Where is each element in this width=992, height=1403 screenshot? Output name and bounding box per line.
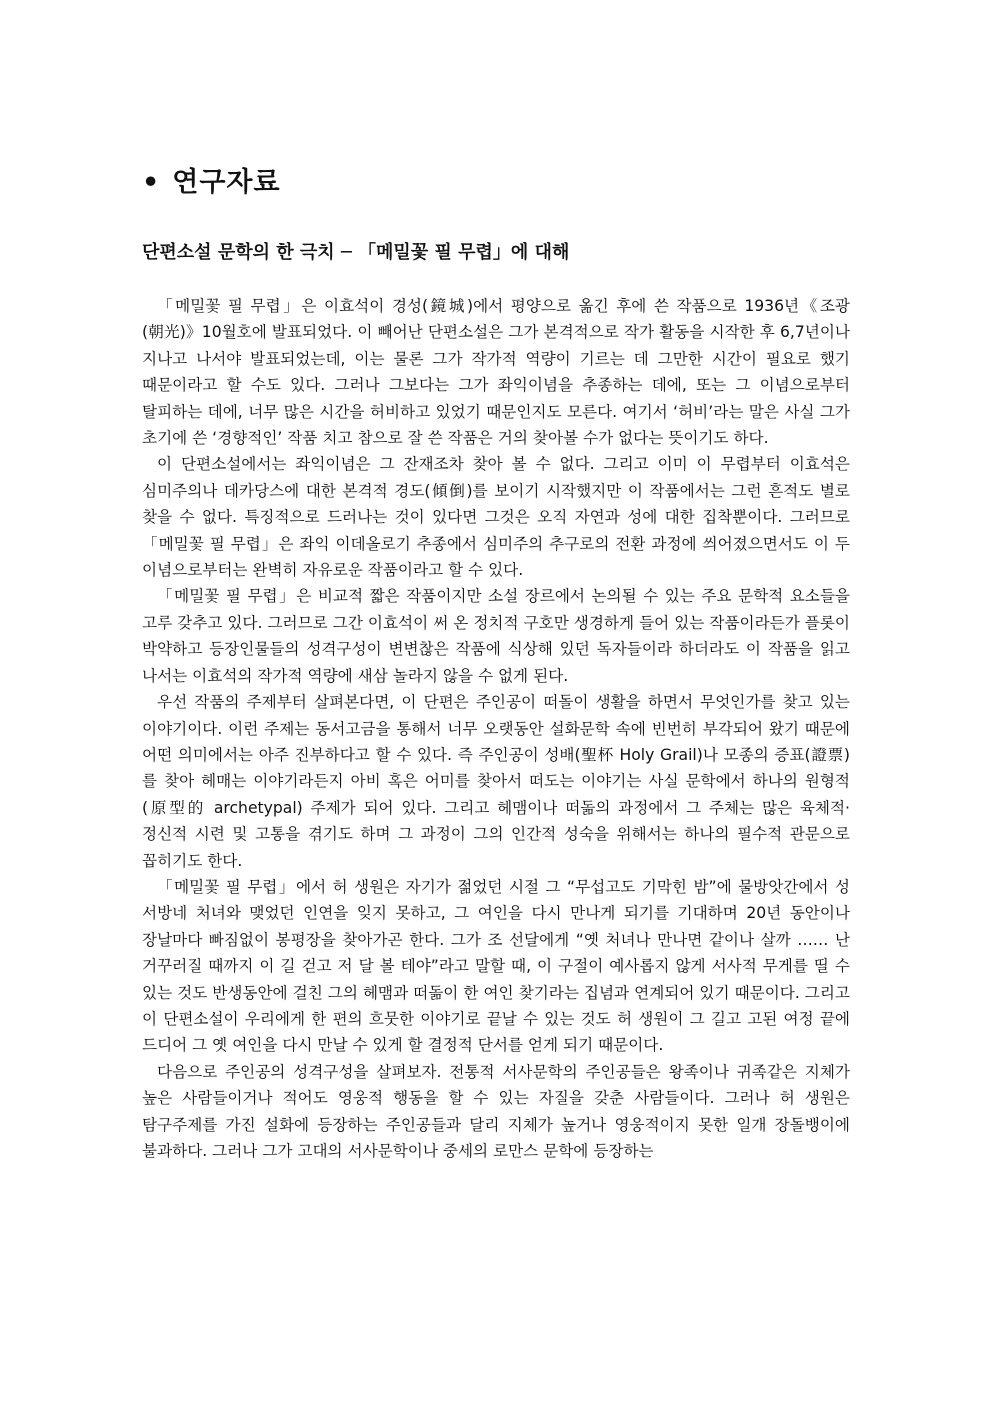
section-heading-text: 연구자료: [172, 167, 281, 198]
paragraph: 우선 작품의 주제부터 살펴본다면, 이 단편은 주인공이 떠돌이 생활을 하면서 무엇인가를 찾고 있는 이야기이다. 이런 주제는 동서고금을 통해서 너무 오랫동안 설화문학 속에 빈번히 부각되어 왔기 때문에 어떤 의미에서는 아주 진부하다고 할 수 있다. 즉 주인공이 성배(聖杯 Holy Grail)나 모종의 증표(證票)를 찾아 헤매는 이야기라든지 아비 혹은 어미를 찾아서 떠도는 이야기는 사실 문학에서 하나의 원형적(原型的 archetypal) 주제가 되어 있다. 그리고 헤맴이나 떠돎의 과정에서 그 주체는 많은 육체적·정신적 시련 및 고통을 겪기도 하며 그 과정이 그의 인간적 성숙을 위해서는 하나의 필수적 관문으로 꼽히기도 한다.: [142, 693, 850, 870]
paragraph: 다음으로 주인공의 성격구성을 살펴보자. 전통적 서사문학의 주인공들은 왕족이나 귀족같은 지체가 높은 사람들이거나 적어도 영웅적 행동을 할 수 있는 자질을 갖춘 사람들이다. 그러나 허 생원은 탐구주제를 가진 설화에 등장하는 주인공들과 달리 지체가 높거나 영웅적이지 못한 일개 장돌뱅이에 불과하다. 그러나 그가 고대의 서사문학이나 중세의 로만스 문학에 등장하는: [142, 1062, 850, 1160]
paragraph: 「메밀꽃 필 무렵」은 비교적 짧은 작품이지만 소설 장르에서 논의될 수 있는 주요 문학적 요소들을 고루 갖추고 있다. 그러므로 그간 이효석이 써 온 정치적 구호만 생경하게 들어 있는 작품이라든가 플롯이 박약하고 등장인물들의 성격구성이 변변찮은 작품에 식상해 있던 독자들이라 하더라도 이 작품을 읽고 나서는 이효석의 작가적 역량에 새삼 놀라지 않을 수 없게 된다.: [142, 587, 850, 685]
section-heading: [142, 160, 281, 199]
article-title: 단편소설 문학의 한 극치 ─ 「메밀꽃 필 무렵」에 대해: [142, 242, 570, 263]
bullet-icon: •: [142, 167, 161, 198]
paragraph: 「메밀꽃 필 무렵」은 이효석이 경성(鏡城)에서 평양으로 옮긴 후에 쓴 작품으로 1936년《조광(朝光)》10월호에 발표되었다. 이 빼어난 단편소설은 그가 본격적으로 작가 활동을 시작한 후 6,7년이나 지나고 나서야 발표되었는데, 이는 물론 그가 작가적 역량이 기르는 데 그만한 시간이 필요로 했기 때문이라고 할 수도 있다. 그러나 그보다는 그가 좌익이념을 추종하는 데에, 또는 그 이념으로부터 탈피하는 데에, 너무 많은 시간을 허비하고 있었기 때문인지도 모른다. 여기서 ‘허비’라는 말은 사실 그가 초기에 쓴 ‘경향적인’ 작품 치고 참으로 잘 쓴 작품은 거의 찾아볼 수가 없다는 뜻이기도 하다.: [142, 297, 850, 448]
paragraph: 이 단편소설에서는 좌익이념은 그 잔재조차 찾아 볼 수 없다. 그리고 이미 이 무렵부터 이효석은 심미주의나 데카당스에 대한 본격적 경도(傾倒)를 보이기 시작했지만 이 작품에서는 그런 흔적도 별로 찾을 수 없다. 특징적으로 드러나는 것이 있다면 그것은 오직 자연과 성에 대한 집착뿐이다. 그러므로 「메밀꽃 필 무렵」은 좌익 이데올로기 추종에서 심미주의 추구로의 전환 과정에 씌어졌으면서도 이 두 이념으로부터는 완벽히 자유로운 작품이라고 할 수 있다.: [142, 455, 850, 580]
article-body: [142, 293, 850, 1164]
paragraph: 「메밀꽃 필 무렵」에서 허 생원은 자기가 젊었던 시절 그 “무섭고도 기막힌 밤”에 물방앗간에서 성 서방네 처녀와 맺었던 인연을 잊지 못하고, 그 여인을 다시 만나게 되기를 기대하며 20년 동안이나 장날마다 빠짐없이 봉평장을 찾아가곤 한다. 그가 조 선달에게 “옛 처녀나 만나면 같이나 살까 …… 난 거꾸러질 때까지 이 길 걷고 저 달 볼 테야”라고 말할 때, 이 구절이 예사롭지 않게 서사적 무게를 띨 수 있는 것도 반생동안에 걸친 그의 헤맴과 떠돎이 한 여인 찾기라는 집념과 연계되어 있기 때문이다. 그리고 이 단편소설이 우리에게 한 편의 흐뭇한 이야기로 끝날 수 있는 것도 허 생원이 그 길고 고된 여정 끝에 드디어 그 옛 여인을 다시 만날 수 있게 할 결정적 단서를 얻게 되기 때문이다.: [142, 877, 850, 1055]
